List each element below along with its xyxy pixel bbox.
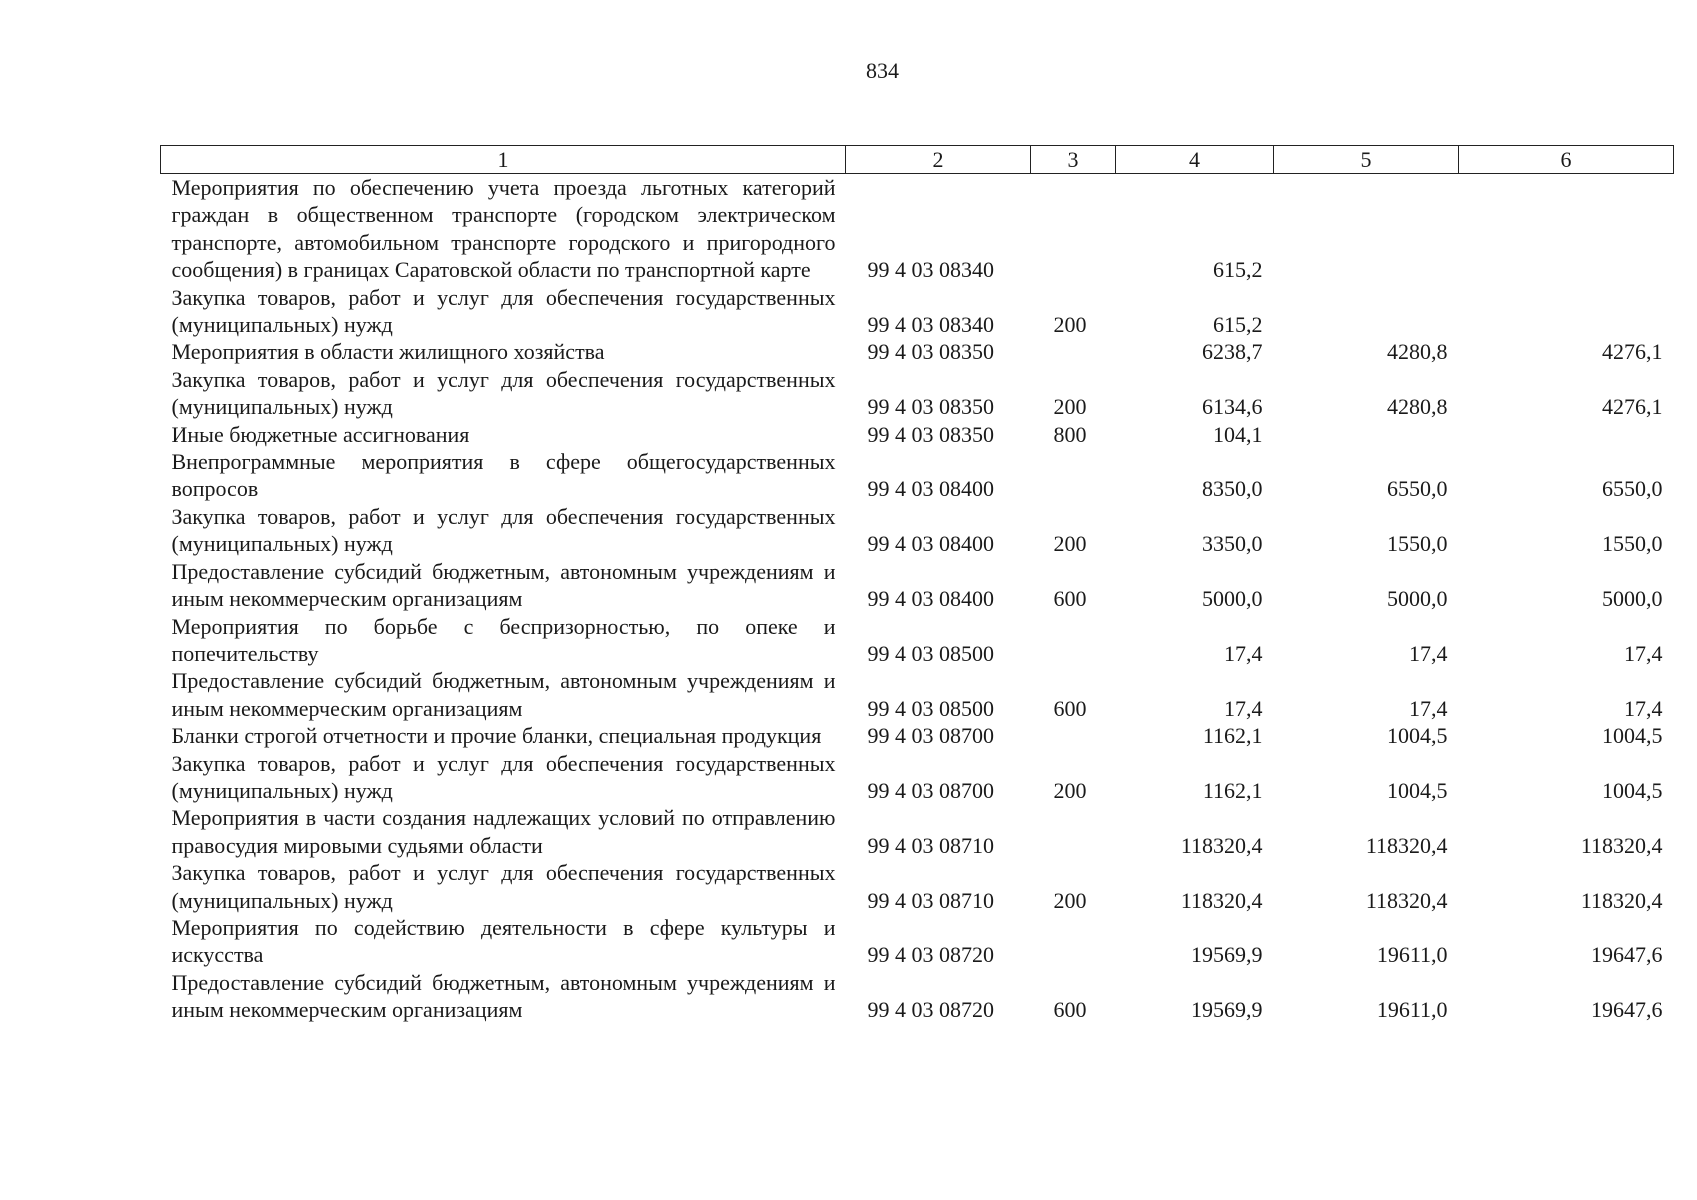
table-row [161, 859, 1674, 914]
table-row [161, 667, 1674, 722]
column-header: 6 [1459, 146, 1674, 174]
row-value-col6: 118320,4 [1580, 887, 1663, 913]
row-code: 99 4 03 08400 [867, 531, 994, 557]
table-body [161, 174, 1674, 1024]
row-expense-type: 800 [1053, 421, 1087, 447]
row-value-col5: 1550,0 [1387, 531, 1448, 557]
row-code: 99 4 03 08710 [867, 832, 994, 858]
row-code: 99 4 03 08720 [867, 942, 994, 968]
row-code: 99 4 03 08500 [867, 640, 994, 666]
row-code: 99 4 03 08400 [867, 476, 994, 502]
row-value-col4: 5000,0 [1202, 586, 1263, 612]
column-header: 2 [846, 146, 1031, 174]
row-value-col4: 6134,6 [1202, 394, 1263, 420]
row-value-col6: 1004,5 [1602, 723, 1663, 749]
budget-table [160, 145, 1674, 1024]
row-code: 99 4 03 08340 [867, 312, 994, 338]
row-value-col5 [1274, 421, 1459, 448]
header-row [161, 146, 1674, 174]
row-name: Иные бюджетные ассигнования [171, 421, 470, 447]
table-header [161, 146, 1674, 174]
row-expense-type: 200 [1053, 887, 1087, 913]
column-header: 1 [161, 146, 846, 174]
row-code: 99 4 03 08500 [867, 695, 994, 721]
row-code: 99 4 03 08700 [867, 723, 994, 749]
row-value-col4: 19569,9 [1191, 997, 1263, 1023]
row-name: Мероприятия в части создания надлежащих условий по отправлению правосудия мировыми судьями области [171, 805, 836, 858]
row-code: 99 4 03 08340 [867, 257, 994, 283]
row-name: Предоставление субсидий бюджетным, автономным учреждениям и иным некоммерческим организациям [171, 668, 836, 721]
row-value-col6: 19647,6 [1591, 997, 1663, 1023]
row-name: Предоставление субсидий бюджетным, автономным учреждениям и иным некоммерческим организациям [171, 969, 836, 1023]
row-name: Закупка товаров, работ и услуг для обеспечения государственных (муниципальных) нужд [171, 284, 836, 338]
row-expense-type [1031, 613, 1116, 668]
row-code: 99 4 03 08710 [867, 887, 994, 913]
row-value-col4: 615,2 [1213, 257, 1263, 283]
row-name: Предоставление субсидий бюджетным, автономным учреждениям и иным некоммерческим организациям [171, 558, 836, 612]
row-value-col5: 19611,0 [1376, 997, 1448, 1023]
table-row [161, 421, 1674, 448]
table-row [161, 284, 1674, 339]
row-value-col5: 17,4 [1409, 695, 1448, 721]
row-value-col6: 5000,0 [1602, 586, 1663, 612]
row-value-col5: 17,4 [1409, 640, 1448, 666]
table-row [161, 613, 1674, 668]
row-value-col5: 118320,4 [1365, 832, 1448, 858]
row-value-col5 [1274, 174, 1459, 284]
row-value-col5: 4280,8 [1387, 339, 1448, 365]
row-value-col6 [1459, 421, 1674, 448]
table-row [161, 503, 1674, 558]
table-row [161, 804, 1674, 859]
row-expense-type: 200 [1053, 531, 1087, 557]
row-value-col4: 17,4 [1224, 695, 1263, 721]
row-code: 99 4 03 08350 [867, 421, 994, 447]
row-value-col4: 118320,4 [1180, 832, 1263, 858]
row-expense-type: 600 [1053, 586, 1087, 612]
table-row [161, 558, 1674, 613]
row-expense-type: 200 [1053, 777, 1087, 803]
row-value-col4: 8350,0 [1202, 476, 1263, 502]
table-row [161, 914, 1674, 969]
row-value-col4: 6238,7 [1202, 339, 1263, 365]
row-expense-type [1031, 338, 1116, 365]
row-expense-type: 200 [1053, 394, 1087, 420]
row-code: 99 4 03 08350 [867, 339, 994, 365]
row-expense-type [1031, 722, 1116, 749]
column-header: 3 [1031, 146, 1116, 174]
table-row [161, 174, 1674, 284]
table-row [161, 448, 1674, 503]
table-row [161, 338, 1674, 365]
row-value-col6 [1459, 174, 1674, 284]
row-value-col6: 17,4 [1624, 640, 1663, 666]
row-name: Мероприятия в области жилищного хозяйства [171, 339, 605, 365]
row-value-col6: 6550,0 [1602, 476, 1663, 502]
row-code: 99 4 03 08400 [867, 586, 994, 612]
row-expense-type: 200 [1053, 312, 1087, 338]
row-name: Мероприятия по обеспечению учета проезда льготных категорий граждан в общественном транспорте (городском электрическом транспорте, автомобильном транспорте городского и пригородного сообщения) в границах Саратовской области по транспортной карте [171, 175, 836, 283]
row-code: 99 4 03 08700 [867, 777, 994, 803]
row-value-col6: 19647,6 [1591, 942, 1663, 968]
table-row [161, 722, 1674, 749]
row-value-col6: 4276,1 [1602, 339, 1663, 365]
row-expense-type [1031, 914, 1116, 969]
row-value-col5: 5000,0 [1387, 586, 1448, 612]
row-name: Закупка товаров, работ и услуг для обеспечения государственных (муниципальных) нужд [171, 750, 836, 803]
row-expense-type [1031, 174, 1116, 284]
row-value-col4: 1162,1 [1202, 777, 1263, 803]
row-value-col6: 1550,0 [1602, 531, 1663, 557]
row-value-col4: 3350,0 [1202, 531, 1263, 557]
page-number: 834 [866, 58, 899, 83]
row-value-col6: 1004,5 [1602, 777, 1663, 803]
row-name: Закупка товаров, работ и услуг для обеспечения государственных (муниципальных) нужд [171, 860, 836, 913]
row-value-col5: 19611,0 [1376, 942, 1448, 968]
row-code: 99 4 03 08350 [867, 394, 994, 420]
row-name: Закупка товаров, работ и услуг для обеспечения государственных (муниципальных) нужд [171, 503, 836, 557]
column-header: 5 [1274, 146, 1459, 174]
table-row [161, 969, 1674, 1024]
table-row [161, 750, 1674, 805]
row-value-col4: 17,4 [1224, 640, 1263, 666]
row-value-col4: 615,2 [1213, 312, 1263, 338]
row-expense-type [1031, 804, 1116, 859]
table-row [161, 366, 1674, 421]
row-value-col5: 6550,0 [1387, 476, 1448, 502]
row-value-col5: 1004,5 [1387, 777, 1448, 803]
row-value-col5: 4280,8 [1387, 394, 1448, 420]
row-name: Мероприятия по содействию деятельности в сфере культуры и искусства [171, 914, 836, 968]
row-value-col6 [1459, 284, 1674, 339]
row-value-col4: 104,1 [1213, 421, 1263, 447]
row-value-col6: 118320,4 [1580, 832, 1663, 858]
row-value-col4: 19569,9 [1191, 942, 1263, 968]
row-name: Бланки строгой отчетности и прочие бланки, специальная продукция [171, 723, 822, 749]
row-value-col4: 118320,4 [1180, 887, 1263, 913]
row-expense-type [1031, 448, 1116, 503]
column-header: 4 [1116, 146, 1274, 174]
row-value-col6: 17,4 [1624, 695, 1663, 721]
row-name: Мероприятия по борьбе с беспризорностью, по опеке и попечительству [171, 613, 836, 666]
row-expense-type: 600 [1053, 695, 1087, 721]
row-name: Закупка товаров, работ и услуг для обеспечения государственных (муниципальных) нужд [171, 366, 836, 420]
row-value-col6: 4276,1 [1602, 394, 1663, 420]
row-value-col4: 1162,1 [1202, 723, 1263, 749]
row-value-col5: 1004,5 [1387, 723, 1448, 749]
row-name: Внепрограммные мероприятия в сфере общегосударственных вопросов [171, 449, 836, 502]
row-value-col5 [1274, 284, 1459, 339]
row-value-col5: 118320,4 [1365, 887, 1448, 913]
row-expense-type: 600 [1053, 997, 1087, 1023]
row-code: 99 4 03 08720 [867, 997, 994, 1023]
